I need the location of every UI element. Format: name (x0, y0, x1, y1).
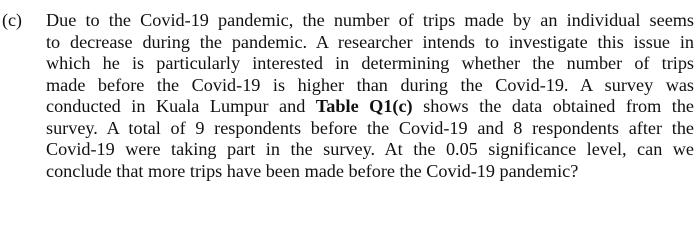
question-line-5-end: shows the data obtained from the (423, 96, 695, 116)
question-label: (c) (2, 10, 22, 30)
question-text (46, 10, 694, 182)
question-line-8: conclude that more trips have been made before the Covid-19 pandemic? (46, 160, 579, 181)
question-line-7: Covid-19 were taking part in the survey. At the 0.05 significance level, can we (46, 139, 694, 159)
question-line-3: which he is particularly interested in determining whether the number of trips (46, 53, 694, 73)
question-line-1: Due to the Covid-19 pandemic, the number of trips made by an individual seems (46, 10, 694, 30)
table-reference: Table Q1(c) (315, 96, 413, 116)
question-line-5-start: conducted in Kuala Lumpur and (46, 96, 306, 116)
question-line-4: made before the Covid-19 is higher than during the Covid-19. A survey was (46, 74, 694, 95)
question-line-6: survey. A total of 9 respondents before the Covid-19 and 8 respondents after the (46, 117, 694, 138)
question-line-5 (46, 96, 694, 118)
question-line-2: to decrease during the pandemic. A researcher intends to investigate this issue in (46, 31, 694, 52)
